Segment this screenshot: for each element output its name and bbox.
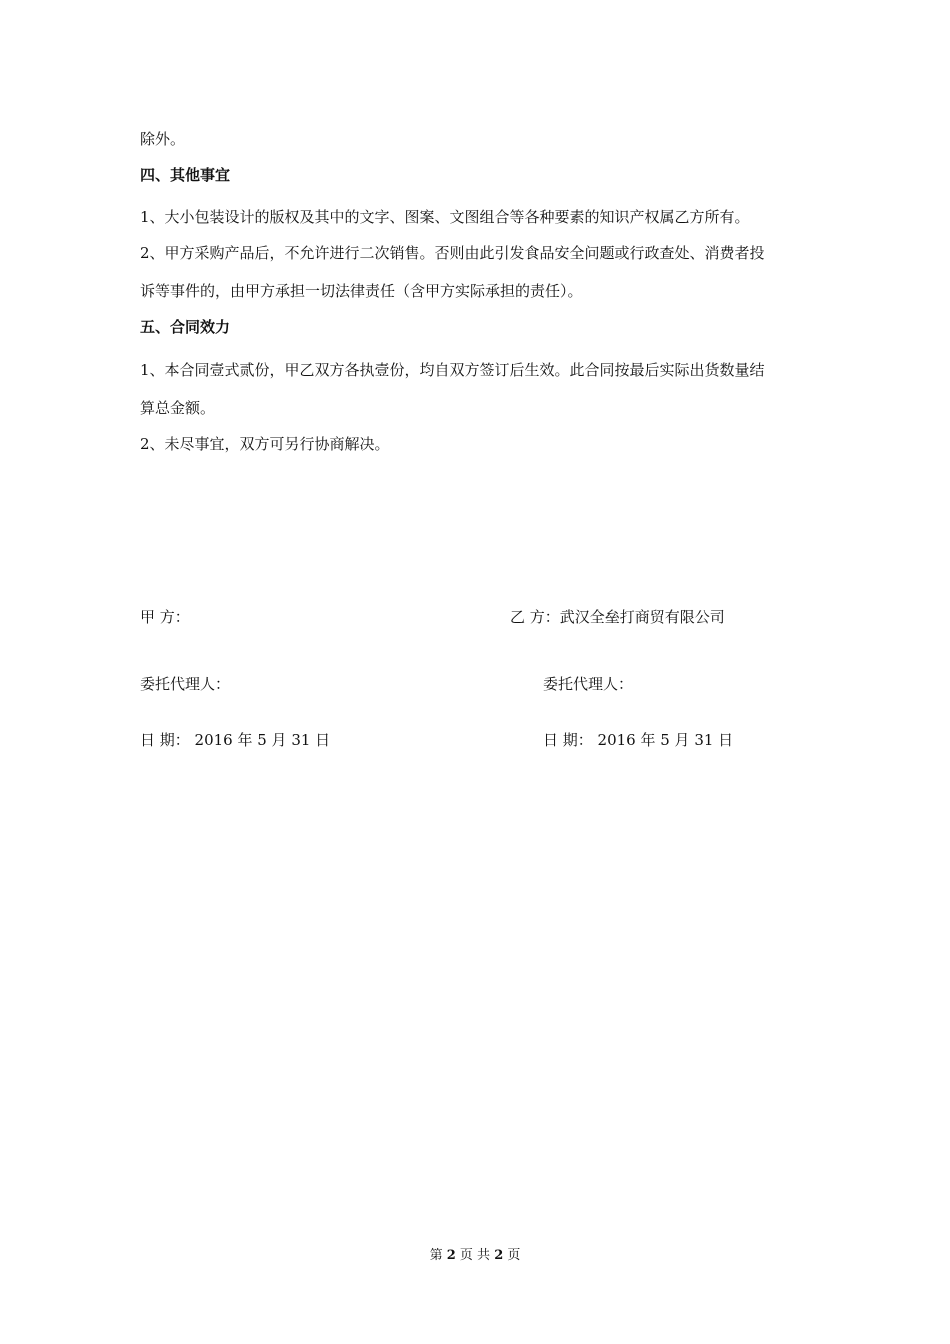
section-5-item-1-line-2: 算总金额。: [140, 399, 216, 417]
section-4-item-1: 1、大小包装设计的版权及其中的文字、图案、文图组合等各种要素的知识产权属乙方所有。: [140, 208, 750, 226]
footer-total-pages: 2: [494, 1248, 504, 1263]
party-a-agent: 委托代理人：: [140, 675, 231, 693]
footer-prefix: 第: [429, 1248, 443, 1263]
section-5-item-2: 2、未尽事宜，双方可另行协商解决。: [140, 435, 390, 453]
section-4-item-2-line-2: 诉等事件的，由甲方承担一切法律责任（含甲方实际承担的责任）。: [140, 282, 583, 300]
section-5-heading: 五、合同效力: [140, 318, 231, 336]
section-5-item-1-line-1: 1、本合同壹式贰份，甲乙双方各执壹份，均自双方签订后生效。此合同按最后实际出货数量结: [140, 361, 765, 379]
section-4-heading: 四、其他事宜: [140, 166, 231, 184]
party-a-label: 甲 方：: [140, 608, 190, 626]
footer-suffix: 页: [507, 1248, 521, 1263]
section-4-item-2-line-1: 2、甲方采购产品后，不允许进行二次销售。否则由此引发食品安全问题或行政查处、消费者投: [140, 244, 765, 262]
footer-middle: 页 共: [459, 1248, 491, 1263]
party-b-agent: 委托代理人：: [543, 675, 634, 693]
party-a-date: 日 期： 2016 年 5 月 31 日: [140, 731, 331, 749]
continuation-text: 除外。: [140, 130, 186, 148]
page-footer: [0, 1247, 950, 1265]
footer-current-page: 2: [446, 1248, 456, 1263]
party-b-label: 乙 方：武汉全垒打商贸有限公司: [510, 608, 725, 626]
party-b-date: 日 期： 2016 年 5 月 31 日: [543, 731, 734, 749]
